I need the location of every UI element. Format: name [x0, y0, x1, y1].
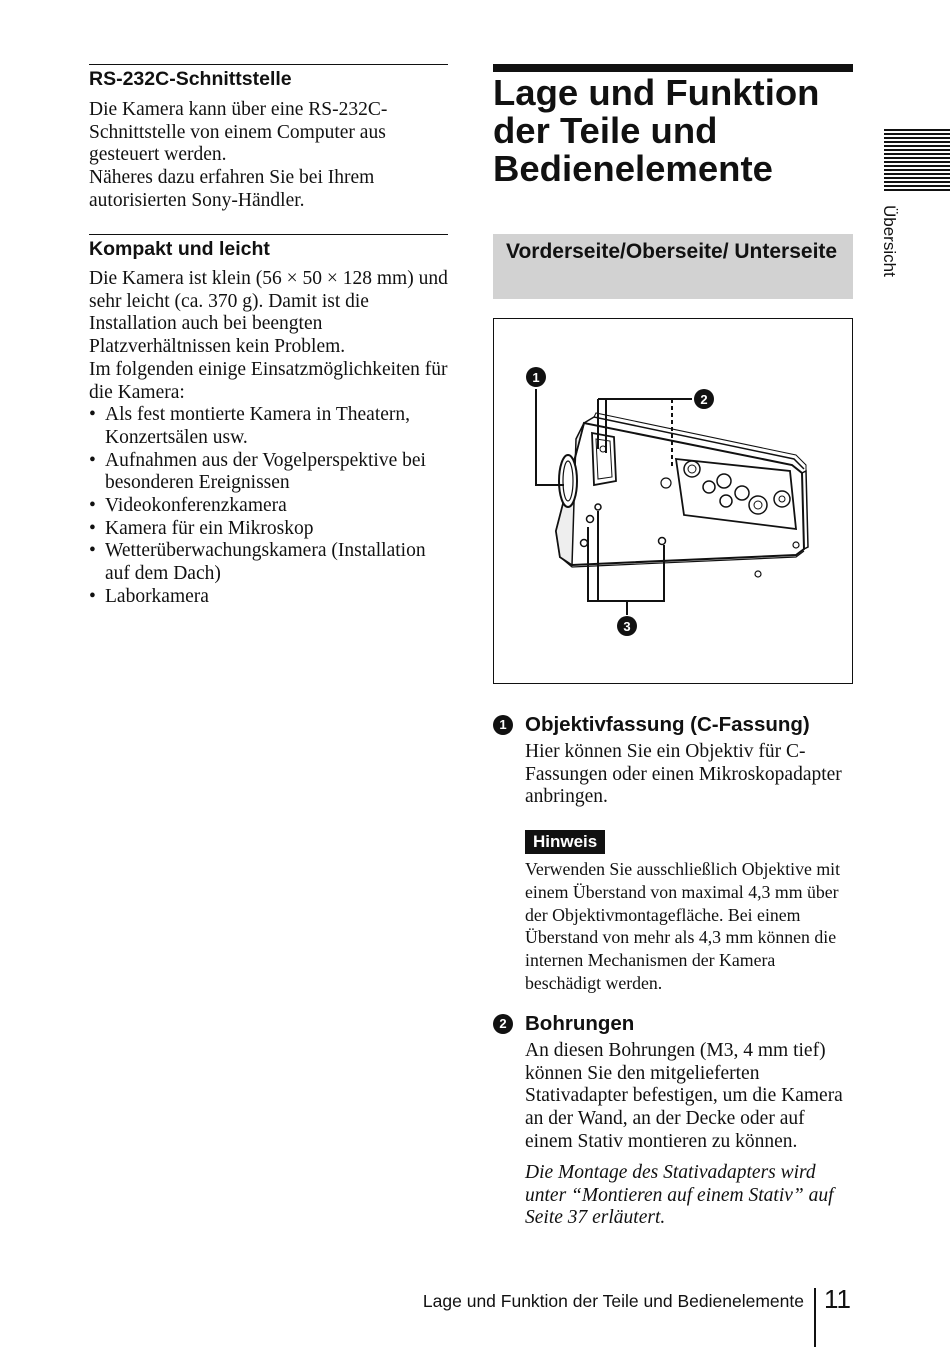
paragraph: Im folgenden einige Einsatzmöglichkeiten für die Kamera: — [89, 358, 448, 403]
item-1-title: Objektivfassung (C-Fassung) — [525, 713, 810, 736]
lens-mount-icon — [559, 455, 577, 507]
camera-figure — [493, 318, 853, 684]
page-number: 11 — [824, 1284, 851, 1314]
title-rule — [493, 64, 853, 72]
list-item: • Kamera für ein Mikroskop — [89, 518, 448, 541]
list-item: • Laborkamera — [89, 586, 448, 609]
camera-illustration — [494, 319, 852, 683]
item-1-number: 1 — [493, 715, 513, 735]
section-heading: Kompakt und leicht — [89, 234, 448, 261]
paragraph: Näheres dazu erfahren Sie bei Ihrem autorisierten Sony-Händler. — [89, 167, 375, 211]
item-2-text: An diesen Bohrungen (M3, 4 mm tief) können Sie den mitgelieferten Stativadapter befestigen, um die Kamera an der Wand, an der Decke oder auf einem Stativ montieren zu können. — [525, 1040, 843, 1152]
item-2-number: 2 — [493, 1014, 513, 1034]
item-2-heading — [493, 1012, 853, 1038]
note-badge: Hinweis — [525, 830, 605, 854]
callout-3-label: 3 — [623, 619, 631, 634]
use-case-list — [89, 404, 448, 608]
footer-divider — [814, 1288, 816, 1347]
footer-title: Lage und Funktion der Teile und Bedienelemente — [422, 1291, 804, 1311]
note-text: Verwenden Sie ausschließlich Objektive mit einem Überstand von maximal 4,3 mm über der Objektivmontagefläche. Bei einem Überstand von mehr als 4,3 mm können die internen Mechanismen der Kamera beschädigt werden. — [525, 859, 841, 993]
callout-2-label: 2 — [700, 392, 708, 407]
side-tab-stripes — [884, 129, 950, 193]
list-item: • Als fest montierte Kamera in Theatern, Konzertsälen usw. — [89, 404, 448, 449]
list-item: • Aufnahmen aus der Vogelperspektive bei besonderen Ereignissen — [89, 450, 448, 495]
list-item: • Wetterüberwachungskamera (Installation auf dem Dach) — [89, 540, 448, 585]
page-title: Lage und Funktion der Teile und Bedienelemente — [493, 72, 820, 189]
item-1-heading — [493, 713, 853, 739]
item-1-text: Hier können Sie ein Objektiv für C-Fassungen oder einen Mikroskopadapter anbringen. — [525, 741, 842, 808]
item-2-title: Bohrungen — [525, 1012, 635, 1035]
section-compact — [89, 234, 448, 609]
list-item: • Videokonferenzkamera — [89, 495, 448, 518]
item-2-reference: Die Montage des Stativadapters wird unter “Montieren auf einem Stativ” auf Seite 37 erläutert. — [525, 1162, 834, 1229]
side-tab-label: Übersicht — [880, 205, 899, 277]
paragraph: Die Kamera kann über eine RS-232C-Schnittstelle von einem Computer aus gesteuert werden. — [89, 99, 388, 166]
subheading-box — [493, 234, 853, 299]
section-heading: RS-232C-Schnittstelle — [89, 64, 448, 91]
paragraph: Die Kamera ist klein (56 × 50 × 128 mm) und sehr leicht (ca. 370 g). Damit ist die Installation auch bei beengten Platzverhältnissen kein Problem. — [89, 268, 448, 358]
callout-1-label: 1 — [532, 370, 540, 385]
section-rs232c — [89, 64, 448, 213]
subheading: Vorderseite/Oberseite/ Unterseite — [506, 240, 838, 263]
